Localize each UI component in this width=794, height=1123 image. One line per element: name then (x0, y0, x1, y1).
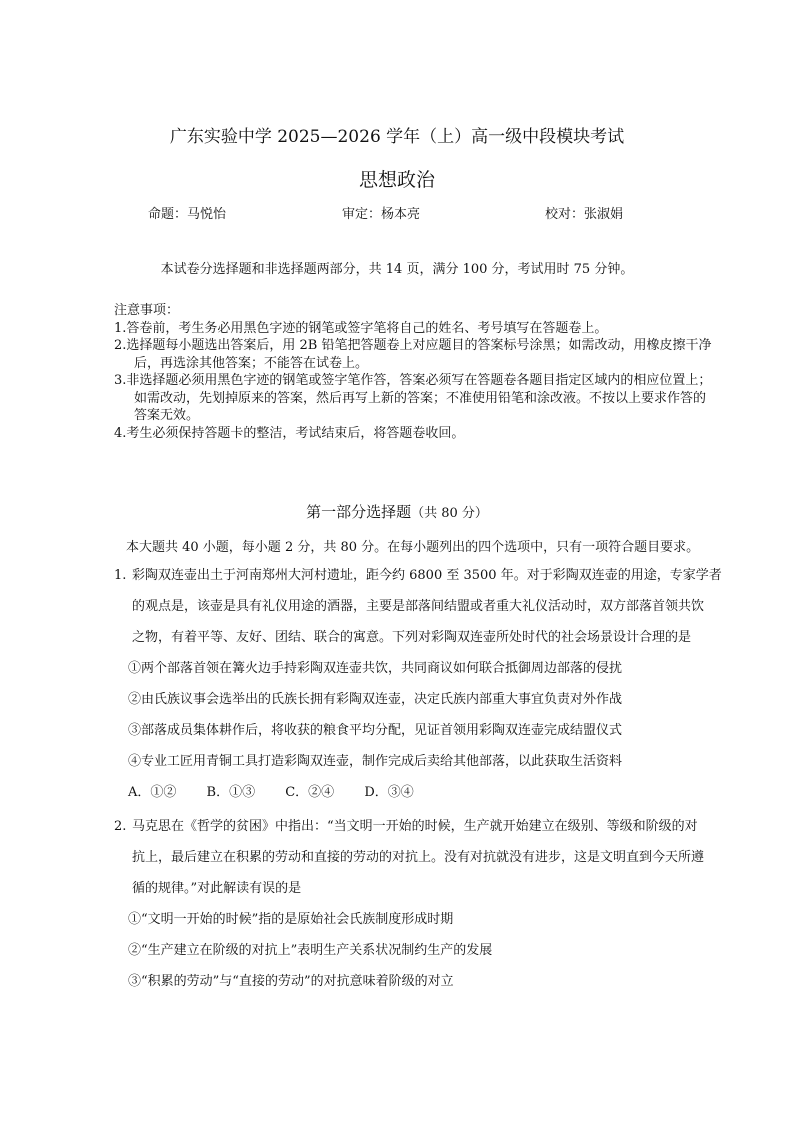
note-item: 1.答卷前，考生务必用黑色字迹的钢笔或签字笔将自己的姓名、考号填写在答题卷上。 (114, 320, 608, 336)
statement-option: ①“文明一开始的时候”指的是原始社会氏族制度形成时期 (128, 912, 454, 927)
stem-line: 循的规律。”对此解读有误的是 (132, 881, 302, 896)
question-2 (114, 811, 764, 997)
proofreader-label: 校对：张淑娟 (545, 207, 624, 222)
note-item: 3.非选择题必须用黑色字迹的钢笔或签字笔作答，答案必须写在答题卷各题目指定区域内的相应位置上； (114, 373, 712, 388)
reviewer-label: 审定：杨本亮 (342, 207, 421, 222)
choice-b: B．①③ (206, 785, 256, 800)
part-one-name: 第一部分选择题 (306, 503, 412, 521)
notes-section (114, 302, 754, 442)
part-one-score: （共 80 分） (411, 506, 488, 521)
choice-c: C．②④ (285, 785, 335, 800)
question-1 (114, 560, 764, 808)
exam-title: 广东实验中学 2025—2026 学年（上）高一级中段模块考试 (169, 127, 625, 147)
statement-option: ②由氏族议事会选举出的氏族长拥有彩陶双连壶，决定氏族内部重大事宜负责对外作战 (128, 692, 623, 707)
statement-option: ③部落成员集体耕作后，将收获的粮食平均分配，见证首领用彩陶双连壶完成结盟仪式 (128, 723, 623, 738)
answer-choices (114, 777, 764, 808)
stem-line: 的观点是，该壶是具有礼仪用途的酒器，主要是部落间结盟或者重大礼仪活动时，双方部落首领共饮 (132, 599, 705, 614)
part-one-title (0, 501, 794, 522)
question-stem (114, 560, 764, 653)
stem-line: 抗上，最后建立在积累的劳动和直接的劳动的对抗上。没有对抗就没有进步，这是文明直到今天所遵 (132, 850, 705, 865)
part-one-instructions: 本大题共 40 小题，每小题 2 分，共 80 分。在每小题列出的四个选项中，只有一项符合题目要求。 (126, 540, 700, 555)
note-item: 如需改动，先划掉原来的答案，然后再写上新的答案；不准使用铅笔和涂改液。不按以上要求作答的 (134, 390, 707, 406)
note-item: 答案无效。 (134, 408, 200, 423)
statement-option: ②“生产建立在阶级的对抗上”表明生产关系状况制约生产的发展 (128, 943, 493, 958)
note-item: 4.考生必须保持答题卡的整洁，考试结束后，将答题卷收回。 (114, 425, 465, 441)
question-number: 2. (114, 819, 127, 834)
note-item: 后，再选涂其他答案；不能答在试卷上。 (134, 355, 369, 371)
stem-line: 马克思在《哲学的贫困》中指出：“当文明一开始的时候，生产就开始建立在级别、等级和阶级的对 (132, 819, 698, 834)
setter-label: 命题：马悦怡 (148, 207, 227, 222)
question-number: 1. (114, 568, 127, 583)
subject-title: 思想政治 (358, 169, 435, 191)
stem-line: 彩陶双连壶出土于河南郑州大河村遗址，距今约 6800 至 3500 年。对于彩陶双连壶的用途，专家学者 (132, 568, 722, 583)
note-item: 2.选择题每小题选出答案后，用 2B 铅笔把答题卷上对应题目的答案标号涂黑；如需改动，用橡皮擦干净 (114, 338, 712, 353)
notes-heading: 注意事项： (114, 303, 180, 318)
choice-a: A．①② (128, 785, 177, 800)
statement-option: ①两个部落首领在篝火边手持彩陶双连壶共饮，共同商议如何联合抵御周边部落的侵扰 (128, 661, 623, 676)
exam-intro: 本试卷分选择题和非选择题两部分，共 14 页，满分 100 分，考试用时 75 分钟。 (160, 262, 634, 277)
question-stem (114, 811, 764, 904)
stem-line: 之物，有着平等、友好、团结、联合的寓意。下列对彩陶双连壶所处时代的社会场景设计合理的是 (132, 630, 692, 645)
statement-option: ③“积累的劳动”与“直接的劳动”的对抗意味着阶级的对立 (128, 974, 454, 989)
choice-d: D．③④ (364, 785, 414, 800)
statement-option: ④专业工匠用青铜工具打造彩陶双连壶，制作完成后卖给其他部落，以此获取生活资料 (128, 754, 623, 769)
